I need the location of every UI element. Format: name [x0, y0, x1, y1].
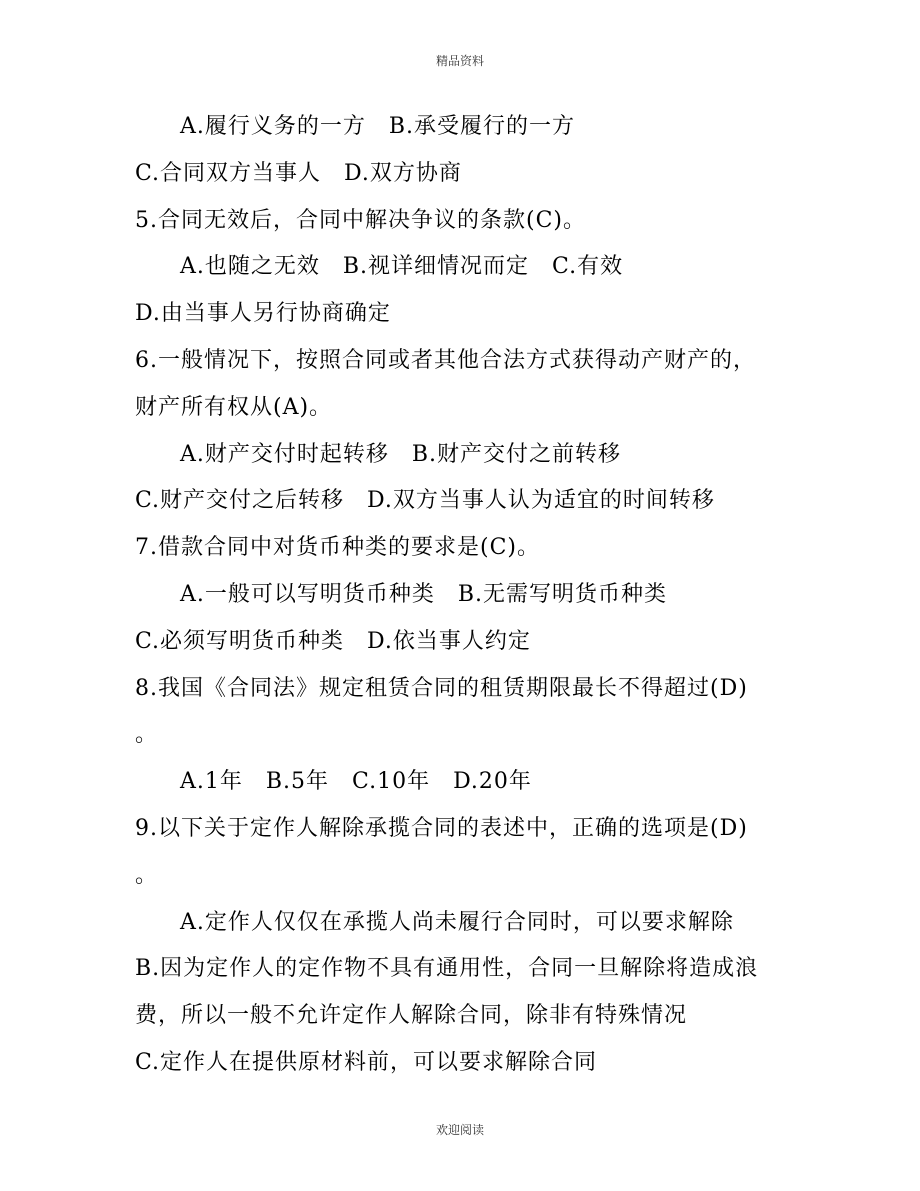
- page-header: 精品资料: [435, 54, 484, 68]
- text-line: B.因为定作人的定作物不具有通用性，合同一旦解除将造成浪: [135, 956, 759, 982]
- text-line: C.合同双方当事人 D.双方协商: [135, 160, 462, 186]
- text-line: 。: [135, 862, 159, 888]
- text-line: C.定作人在提供原材料前，可以要求解除合同: [135, 1049, 598, 1075]
- text-line: 费，所以一般不允许定作人解除合同，除非有特殊情况: [135, 1003, 688, 1029]
- text-line: 6.一般情况下，按照合同或者其他合法方式获得动产财产的，: [135, 347, 756, 373]
- text-line: A.一般可以写明货币种类 B.无需写明货币种类: [180, 581, 668, 607]
- page-footer: 欢迎阅读: [435, 1123, 484, 1137]
- text-line: 9.以下关于定作人解除承揽合同的表述中，正确的选项是(D): [135, 815, 748, 841]
- text-line: C.财产交付之后转移 D.双方当事人认为适宜的时间转移: [135, 488, 715, 514]
- text-line: A.财产交付时起转移 B.财产交付之前转移: [180, 441, 622, 467]
- text-line: 7.借款合同中对货币种类的要求是(C)。: [135, 535, 540, 561]
- text-line: A.1年 B.5年 C.10年 D.20年: [180, 769, 532, 795]
- text-line: A.履行义务的一方 B.承受履行的一方: [180, 114, 576, 139]
- text-line: 财产所有权从(A)。: [135, 394, 333, 420]
- text-line: 。: [135, 722, 159, 748]
- text-line: C.必须写明货币种类 D.依当事人约定: [135, 628, 531, 654]
- text-line: A.定作人仅仅在承揽人尚未履行合同时，可以要求解除: [180, 909, 734, 935]
- text-line: D.由当事人另行协商确定: [135, 301, 391, 327]
- text-line: A.也随之无效 B.视详细情况而定 C.有效: [180, 254, 624, 280]
- text-line: 8.我国《合同法》规定租赁合同的租赁期限最长不得超过(D): [135, 675, 748, 701]
- document-body: [135, 104, 785, 1087]
- text-line: 5.合同无效后，合同中解决争议的条款(C)。: [135, 207, 586, 233]
